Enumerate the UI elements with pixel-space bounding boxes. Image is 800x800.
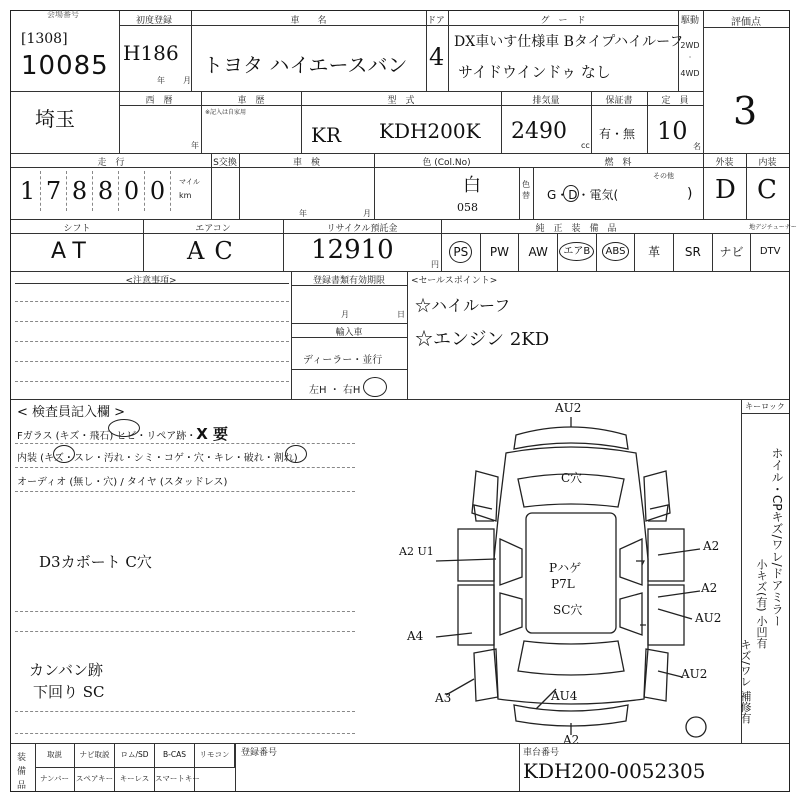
s-meter-label: S交換 [213,158,237,168]
accessory-item: キーレス [115,767,155,791]
equipment-item [596,233,635,271]
unit-km: km [179,191,192,200]
mileage-digit: 1 [15,171,41,211]
sales-point-1: ☆ハイルーフ [415,296,511,315]
shaken-history-label: 車 歴 [237,96,265,106]
accessory-item: スマートキー [155,767,195,791]
equipment-label: 純 正 装 備 品 [535,224,617,234]
interior-grade: C [757,175,777,205]
equipment-item [673,233,712,271]
mileage-digit: 8 [93,171,119,211]
region: 埼玉 [35,107,75,131]
color-change-label: 色替 [522,180,530,200]
accessory-item: 取説 [35,743,75,767]
diagram-center-2: P7L [551,577,575,591]
equipment-label: PS [449,241,472,263]
inspection-line3: オーディオ (無し・穴) / タイヤ (スタッドレス) [17,477,228,488]
shift: AT [51,239,94,264]
chassis-number: KDH200-0052305 [523,759,706,783]
side-note-1: ホイル・CPキズ/ワレ/ドアミラー [770,447,784,627]
equipment-label: AW [528,245,548,259]
equipment-item [518,233,557,271]
grade-line1: DX車いす仕様車 Bタイプハイルーフ [454,34,684,50]
dealer-parallel: ディーラー・並行 [303,355,383,366]
lot-code-label: 会場番号 [47,10,79,19]
accessory-item: ナンバー [35,767,75,791]
door-label: ドア [427,16,445,26]
grade-label: グ ー ド [540,16,586,26]
equipment-item [750,233,789,271]
recycle-amount: 12910 [311,235,394,265]
inspection-line2: 内装 (キズ・スレ・汚れ・シミ・コゲ・穴・キレ・破れ・割れ) [17,453,298,464]
doors: 4 [429,43,445,71]
mileage-digits [15,171,175,211]
equipment-label: ABS [602,242,630,261]
diagram-label-hood: C穴 [561,471,583,485]
model: KDH200K [379,119,481,143]
diagram-label-front: AU2 [555,401,582,415]
drive-label: 駆動 [680,16,699,26]
shaken-note: ※記入は自家用 [205,109,247,116]
inspection-note-2: カンバン跡 [29,661,103,679]
capacity: 10 [657,117,688,145]
chassis-label: 車台番号 [523,748,560,758]
score: 3 [733,89,758,133]
equipment-label: SR [684,245,701,259]
displacement: 2490 [511,119,567,144]
interior-label: 内装 [758,158,777,168]
model-label: 型 式 [387,96,415,106]
equipment-label: エアB [559,242,594,261]
exterior-label: 外装 [715,158,734,168]
color-no: 058 [457,201,478,214]
diagram-center-1: Pハゲ [549,561,582,575]
auction-sheet: 会場番号 [1308] 10085 初度登録 H18 6 年 月 車 名 トヨタ ハイエースバン ドア 4 グ ー ド DX車いす仕様車 Bタイプハイルーフ サイドウインドゥ なし 駆動 2WD · 4WD 評価点 3 埼玉 西 暦 年 車 歴 ※記入は自家用 型 式 KR KDH200K 排気量 2490 cc 保証書 有・無 定 員 10 名 走 行 1 7 8 8 0 0 マイル km S交換 車 検 年 月 色 (Col.No) 白 058 色替 燃 料 G・D・電気( その他 ) 外装 内装 D C シフト AT エアコン AC リサイクル預託金 12910 円 純 正 装 備 品 地デジチューナー PS PW AW エアB ABS 革 SR ナビ DTV <注意事項> 登録書類有効期限 月 日 輸入車 ディーラー・並行 左H ・ 右H <セールスポイント> ☆ハイルーフ ☆エンジン 2KD < 検査員記入欄 > Fガラス (キズ・飛石) ヒビ・リペア跡・X 要 内装 (キズ・スレ・汚れ・シミ・コゲ・穴・キレ・破れ・割れ) オーディオ (無し・穴) / タイヤ (スタッドレス) D3カボート C穴 カンバン跡 下回り SC キーロック ホイル・CPキズ/ワレ/ドアミラー 小キズ(有) 小凹有 キズ/ワレ 補修有 AU2 C穴 A2 U1 A2 A2 AU2 A4 A3 AU4 AU2 A2 Pハゲ P7L SC穴 装備品 取説 ナビ取説 ロム/SD B-CAS リモコン ナンバー スペアキー キーレス スマートキー 登録番号 車台番号 KDH200-0052305 [10,10,790,792]
diagram-label-left-front: A2 U1 [399,545,434,558]
equipment-item [712,233,751,271]
diagram-label-rear-bumper: A2 [563,733,580,747]
exterior-grade: D [715,175,736,205]
fuel-other: その他 [653,172,674,180]
reg-no-label: 登録番号 [241,748,278,758]
diagram-center-3: SC穴 [553,603,583,617]
warranty-label: 保証書 [605,96,633,106]
recycle-label: リサイクル預託金 [326,224,398,234]
first-reg-era: H18 [123,41,166,65]
inspection-title: < 検査員記入欄 > [17,405,126,420]
drive-2wd: 2WD [680,41,700,50]
car-name: トヨタ ハイエースバン [203,53,408,77]
sales-point-2: ☆エンジン 2KD [415,329,550,350]
side-note-3: キズ/ワレ 補修有 [739,639,752,724]
mileage-digit: 7 [41,171,67,211]
inspection-note-3: 下回り SC [33,683,105,701]
diagram-label-left-rear: A4 [407,629,424,643]
mileage-digit: 8 [67,171,93,211]
import-label: 輸入車 [335,328,363,338]
accessory-item: ナビ取説 [75,743,115,767]
sales-point-label: <セールスポイント> [411,276,498,286]
lot-number: 10085 [21,51,109,81]
navi-tuner-label: 地デジチューナー [749,224,797,231]
ac: AC [187,237,243,265]
shaken-label: 車 検 [292,158,320,168]
equipment-item [557,233,596,271]
seireki-label: 西 暦 [145,96,173,106]
diagram-label-right-bottom: AU2 [681,667,708,681]
score-label: 評価点 [731,17,761,28]
drive-4wd: 4WD [680,69,700,78]
inspection-line1: Fガラス (キズ・飛石) ヒビ・リペア跡・X 要 [17,425,229,443]
car-name-label: 車 名 [290,16,327,26]
diagram-label-right-1: A2 [703,539,720,553]
unit-mile: マイル [179,178,200,186]
side-note-2: 小キズ(有) 小凹有 [755,559,768,649]
equipment-item [480,233,519,271]
model-prefix: KR [311,123,341,147]
diagram-label-right-2: A2 [701,581,718,595]
ac-label: エアコン [195,224,231,234]
equipment-label: 革 [648,245,661,259]
first-reg-month: 6 [166,41,179,65]
diagram-label-right-3: AU2 [695,611,722,625]
fuel-options: G・D・電気( [547,188,619,202]
handle-side: 左H ・ 右H [309,385,361,396]
color: 白 [463,175,481,196]
diagram-label-left-bottom: A3 [435,691,452,705]
accessory-item: スペアキー [75,767,115,791]
equipment-label: ナビ [719,245,744,259]
accessory-item: ロム/SD [115,743,155,767]
key-lock-label: キーロック [745,402,785,411]
fuel-label: 燃 料 [604,158,632,168]
equipment-item [634,233,673,271]
mileage-label: 走 行 [97,158,125,168]
color-label: 色 (Col.No) [422,158,471,168]
shift-label: シフト [63,224,91,234]
mileage-digit: 0 [145,171,171,211]
equipment-label: DTV [759,246,781,257]
mileage-digit: 0 [119,171,145,211]
accessory-row-bottom [35,767,289,791]
equipment-label: PW [489,245,510,259]
displacement-label: 排気量 [532,96,560,106]
equipment-item [441,233,480,271]
first-reg-label: 初度登録 [135,16,172,26]
accessory-item: B-CAS [155,743,195,767]
caution-label: <注意事項> [125,276,177,286]
equipment-row [441,233,789,271]
accessory-label: 装備品 [17,753,27,791]
lot-code: [1308] [21,31,68,47]
capacity-label: 定 員 [661,96,689,106]
diagram-label-rear: AU4 [551,689,578,703]
accessory-item: リモコン [195,743,235,767]
inspection-note-1: D3カボート C穴 [39,553,152,571]
warranty: 有・無 [599,127,636,141]
doc-expiry-label: 登録書類有効期限 [312,276,385,286]
grade-line2: サイドウインドゥ なし [458,63,611,81]
